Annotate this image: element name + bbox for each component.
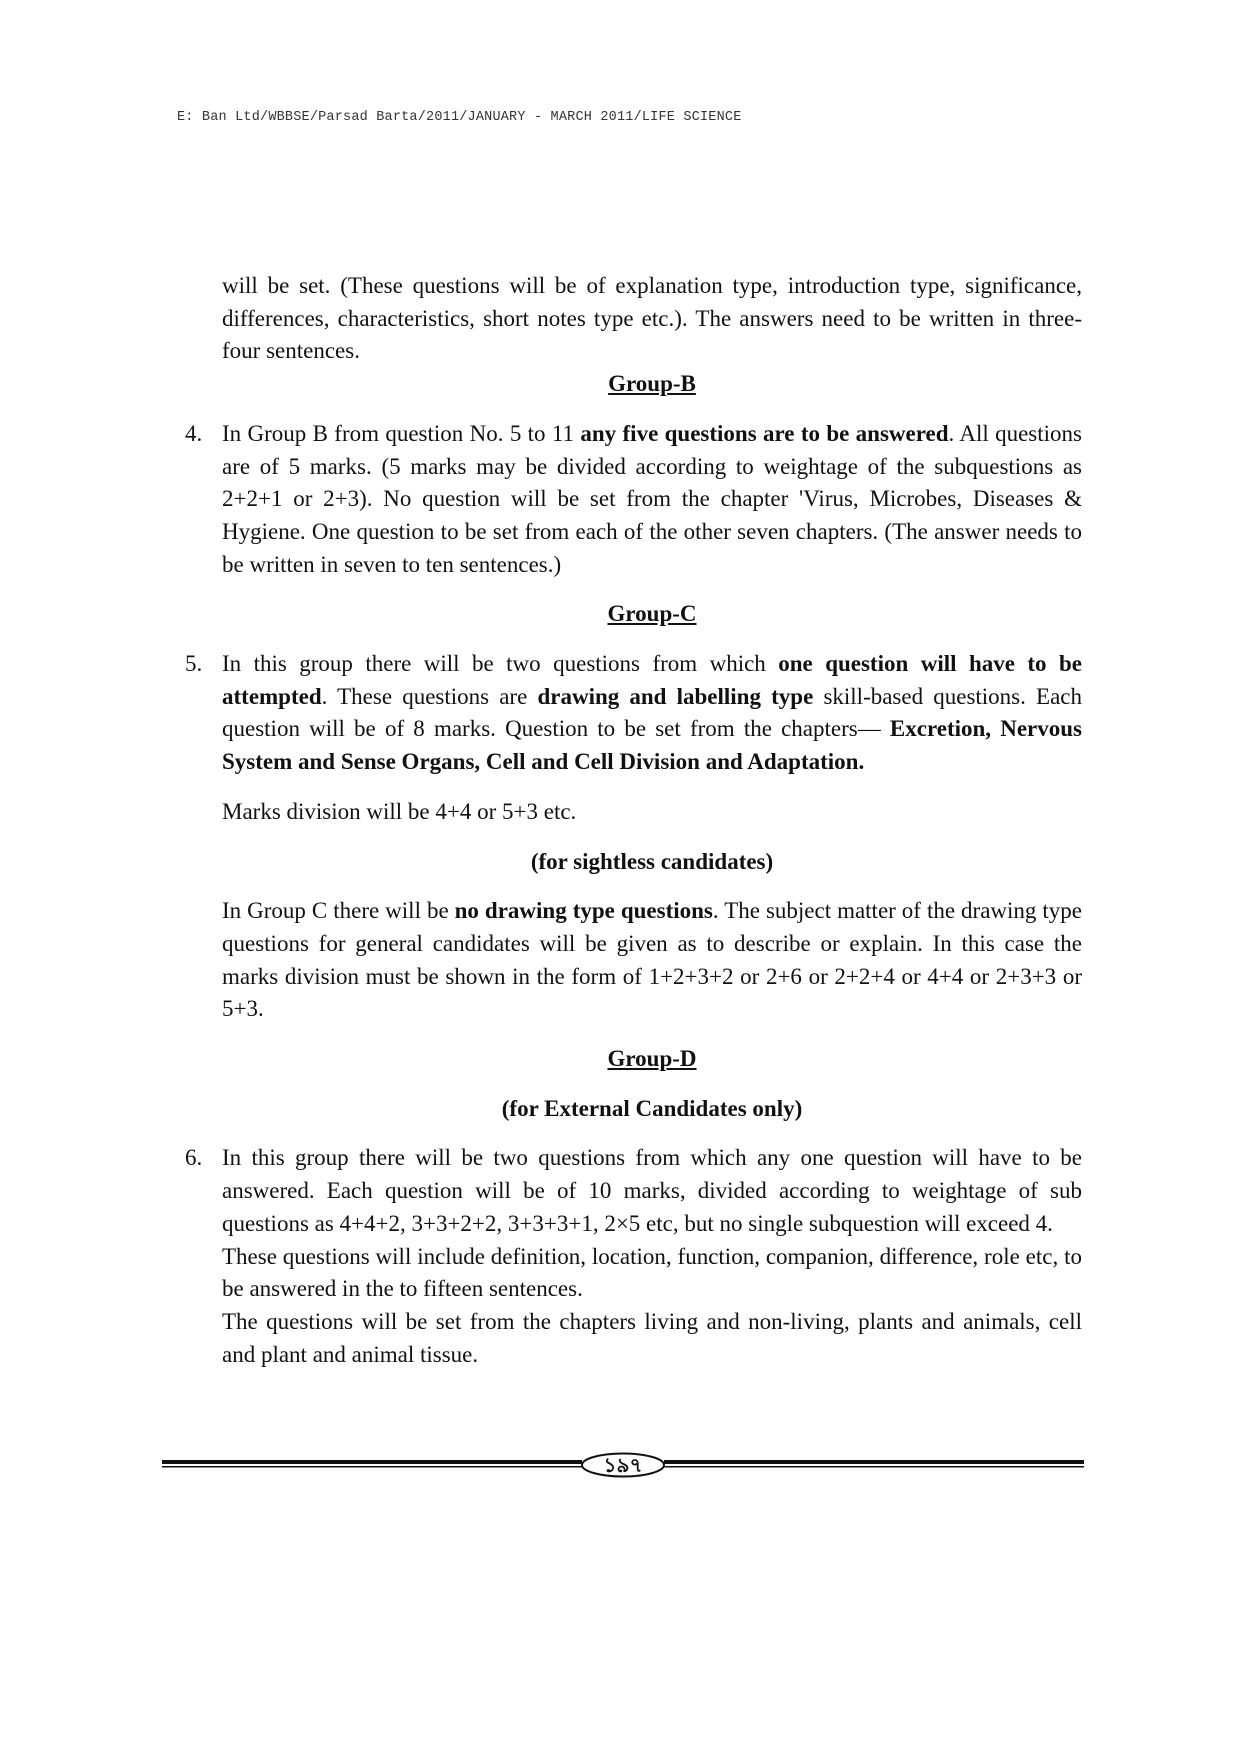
item-6 (185, 1142, 1082, 1371)
group-d-heading: Group-D (607, 1046, 697, 1072)
paragraph-bold-text: no drawing type questions (454, 898, 713, 924)
item-bold-text: Excretion, Nervous System and Sense Organs, Cell and Cell Division and Adaptation. (222, 716, 1082, 775)
item-4 (185, 418, 1082, 582)
paragraph-text: . The subject matter of the drawing type questions for general candidates will be given as to describe or explain. In this case the marks division must be shown in the form of 1+2+3+2 or 2+6 or 2+2+4 or 4+4 or 2+3+3 or 5+3. (222, 898, 1082, 1022)
item-text: skill-based questions. Each question will be of 8 marks. Question to be set from the chapters— (222, 683, 1082, 742)
group-b-heading: Group-B (608, 371, 696, 397)
marks-division-text: Marks division will be 4+4 or 5+3 etc. (222, 798, 577, 824)
intro-paragraph: will be set. (These questions will be of explanation type, introduction type, significance, differences, characteristics, short notes type etc.). The answers need to be written in three-four sentences. (222, 273, 1082, 364)
item-number: 4. (185, 420, 203, 446)
item-number: 5. (185, 651, 203, 677)
sightless-paragraph (222, 895, 1082, 1026)
item-paragraph: The questions will be set from the chapters living and non-living, plants and animals, cell and plant and animal tissue. (222, 1308, 1082, 1367)
page-footer (162, 1452, 1084, 1478)
item-text: . These questions are (321, 683, 538, 709)
sightless-candidates-heading: (for sightless candidates) (530, 848, 774, 874)
item-text: . All questions are of 5 marks. (5 marks may be divided according to weightage of the subquestions as 2+2+1 or 2+3). No question will be set from the chapter 'Virus, Microbes, Diseases & Hygiene. One question to be set from each of the other seven chapters. (The answer needs to be written in seven to ten sentences.) (222, 420, 1082, 577)
item-bold-text: any five questions are to be answered (580, 420, 949, 446)
paragraph-text: In Group C there will be (222, 898, 455, 924)
item-bold-text: one question will have to be attempted (222, 651, 1082, 709)
group-c-heading: Group-C (607, 601, 697, 627)
document-path-header: E: Ban Ltd/WBBSE/Parsad Barta/2011/JANUARY - MARCH 2011/LIFE SCIENCE (177, 110, 742, 125)
item-paragraph: In this group there will be two questions from which any one question will have to be answered. Each question will be of 10 marks, divided according to weightage of sub questions as 4+4+2, 3+3+2+2, 3+3+3+1, 2×5 etc, but no single subquestion will exceed 4. (222, 1145, 1082, 1236)
item-5 (185, 648, 1082, 779)
item-bold-text: drawing and labelling type (537, 683, 814, 709)
external-candidates-heading: (for External Candidates only) (501, 1095, 803, 1121)
page-number: ১৯৭ (603, 1453, 643, 1477)
document-body (185, 270, 1082, 1371)
item-paragraph: These questions will include definition, location, function, companion, difference, role etc, to be answered in the to fifteen sentences. (222, 1243, 1082, 1302)
item-number: 6. (185, 1145, 203, 1171)
item-text: In Group B from question No. 5 to 11 (222, 420, 581, 446)
item-text: In this group there will be two questions from which (222, 651, 779, 677)
